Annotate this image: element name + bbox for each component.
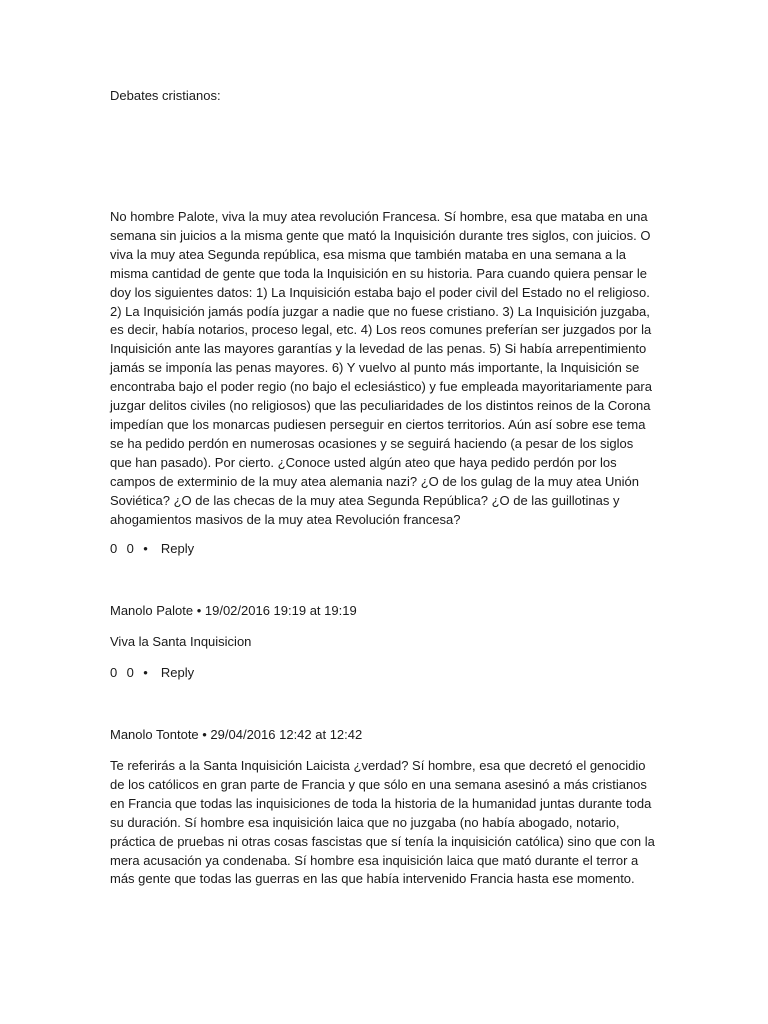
separator-dot: • (143, 665, 148, 680)
like-count[interactable]: 0 (110, 541, 118, 556)
like-count[interactable]: 0 (110, 665, 118, 680)
separator-dot: • (143, 541, 148, 556)
page-title: Debates cristianos: (110, 88, 221, 103)
comment-actions (110, 541, 194, 556)
dislike-count[interactable]: 0 (126, 541, 134, 556)
dislike-count[interactable]: 0 (126, 665, 134, 680)
comment-body: Te referirás a la Santa Inquisición Laicista ¿verdad? Sí hombre, esa que decretó el genocidio de los católicos en gran parte de Francia y que sólo en una semana asesinó a más cristianos en Francia que todas las inquisiciones de toda la historia de la humanidad juntas durante toda su duración. Sí hombre esa inquisición laica que no juzgaba (no había abogado, notario, práctica de pruebas ni otras cosas fascistas que sí tenía la inquisición católica) sino que con la mera acusación ya condenaba. Sí hombre esa inquisición laica que mató durante el terror a más gente que todas las guerras en las que había intervenido Francia hasta ese momento. (110, 758, 655, 887)
reply-link[interactable]: Reply (160, 665, 195, 680)
comment-body: Viva la Santa Inquisicion (110, 634, 252, 649)
reply-link[interactable]: Reply (160, 541, 195, 556)
comment-header: Manolo Palote • 19/02/2016 19:19 at 19:19 (110, 603, 357, 618)
comment-header: Manolo Tontote • 29/04/2016 12:42 at 12:42 (110, 727, 363, 742)
comment-body: No hombre Palote, viva la muy atea revolución Francesa. Sí hombre, esa que mataba en una semana sin juicios a la misma gente que mató la Inquisición durante tres siglos, con juicios. O viva la muy atea Segunda república, esa misma que también mataba en una semana a la misma cantidad de gente que toda la Inquisición en su historia. Para cuando quiera pensar le doy los siguientes datos: 1) La Inquisición estaba bajo el poder civil del Estado no el religioso. 2) La Inquisición jamás podía juzgar a nadie que no fuese cristiano. 3) La Inquisición juzgaba, es decir, había notarios, proceso legal, etc. 4) Los reos comunes preferían ser juzgados por la Inquisición ante las mayores garantías y la levedad de las penas. 5) Si había arrepentimiento jamás se imponía las penas mayores. 6) Y vuelvo al punto más importante, la Inquisición se encontraba bajo el poder regio (no bajo el eclesiástico) y fue empleada mayoritariamente para juzgar delitos civiles (no religiosos) que las peculiaridades de los distintos reinos de la Corona impedían que los monarcas pudiesen perseguir en ciertos territorios. Aún así sobre ese tema se ha pedido perdón en numerosas ocasiones y se seguirá haciendo (a pesar de los siglos que han pasado). Por cierto. ¿Conoce usted algún ateo que haya pedido perdón por los campos de exterminio de la muy atea alemania nazi? ¿O de los gulag de la muy atea Unión Soviética? ¿O de las checas de la muy atea Segunda República? ¿O de las guillotinas y ahogamientos masivos de la muy atea Revolución francesa? (110, 209, 652, 527)
comment-actions (110, 665, 194, 680)
